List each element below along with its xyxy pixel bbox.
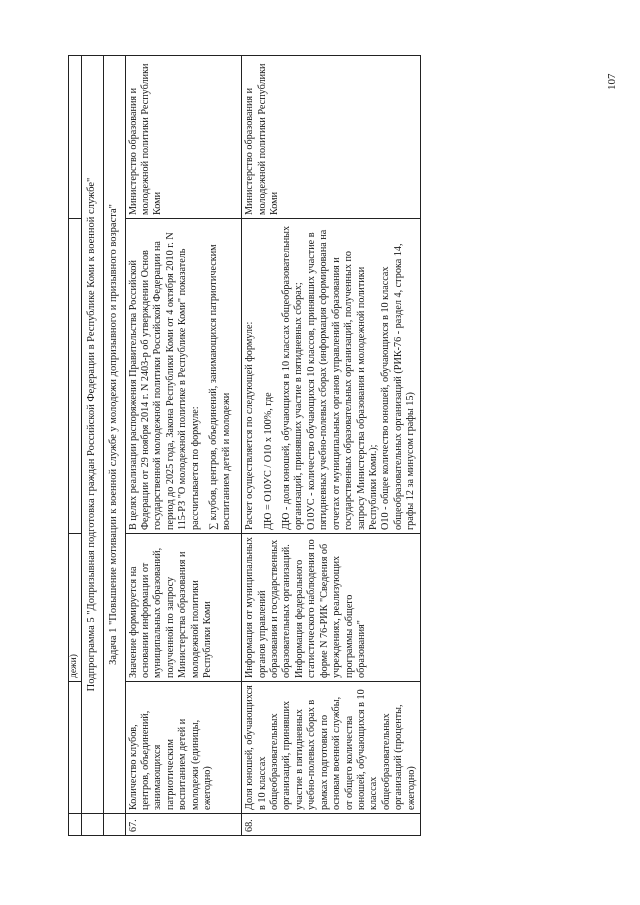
table-row	[125, 56, 242, 836]
continuation-text: дежи)	[69, 534, 82, 682]
indicators-table	[68, 55, 421, 836]
row-number: 67.	[125, 814, 242, 836]
task-row	[103, 56, 125, 836]
method-definition: ДЮ - доля юношей, обучающихся в 10 классах общеобразовательных организаций, принявших участие в пятидневных сборах;	[280, 225, 305, 530]
task-title: Задача 1 "Повышение мотивации к военной службе у молодежи допризывного и призывного возраста"	[103, 56, 125, 814]
row-number: 68.	[242, 814, 421, 836]
indicator-cell: Доля юношей, обучающихся в 10 классах общеобразовательных организаций, принявших участие в пятидневных учебно-полевых сборах в рамках подготовки по основам военной службы, от общего количества юношей, обучающихся в 10 классах общеобразовательных организаций (проценты, ежегодно)	[242, 682, 421, 814]
subprogram-row	[82, 56, 104, 836]
rotated-page-content	[68, 56, 606, 836]
table-row	[242, 56, 421, 836]
method-formula: ∑ клубов, центров, объединений, занимающихся патриотическим воспитанием детей и молодежи	[208, 244, 232, 530]
method-intro: В целях реализации распоряжения Правительства Российской Федерации от 29 ноября 2014 г. N 2403-р об утверждении Основ государственной молодежной политики Российской Федерации на период до 2025 года, Закона Республики Коми от 4 октября 2010 г. N 115-РЗ "О молодежной политике в Республике Коми" показатель рассчитывается по формуле:	[127, 232, 201, 530]
page-number: 107	[606, 73, 618, 90]
method-cell	[242, 219, 421, 534]
method-formula: ДЮ = О10УС / О10 x 100%, где	[262, 392, 274, 530]
source-cell: Информация от муниципальных органов управлений образования и государственных образовательных организаций. Информация федерального статистического наблюдения по форме N 76-РИК "Сведения об учреждениях, реализующих программы общего образования"	[242, 534, 421, 682]
responsible-cell: Министерство образования и молодежной политики Республики Коми	[242, 56, 421, 219]
subprogram-title: Подпрограмма 5 "Допризывная подготовка граждан Российской Федерации в Республике Коми к военной службе"	[82, 56, 104, 814]
method-intro: Расчет осуществляется по следующей формуле:	[244, 321, 256, 530]
continuation-row	[69, 56, 82, 836]
indicator-cell: Количество клубов, центров, объединений, занимающихся патриотическим воспитанием детей и молодежи (единицы, ежегодно)	[125, 682, 242, 814]
source-cell: Значение формируется на основании информации от муниципальных образований, полученной по запросу Министерства образования и молодежной политики Республики Коми	[125, 534, 242, 682]
method-definition: О10 - общее количество юношей, обучающихся в 10 классах общеобразовательных организаций (РИК-76 - раздел 4, строка 14, графы 12 за минусом графы 15)	[380, 243, 417, 530]
method-definition: О10УС - количество обучающихся 10 классов, принявших участие в пятидневных учебно-полевых сборах (информация сформирована на отчетах от муниципальных органов управлений образования и государственных образовательных организаций, полученных по запросу Министерства образования и молодежной политики Республики Коми.);	[305, 229, 380, 530]
method-cell	[125, 219, 242, 534]
responsible-cell: Министерство образования и молодежной политики Республики Коми	[125, 56, 242, 219]
